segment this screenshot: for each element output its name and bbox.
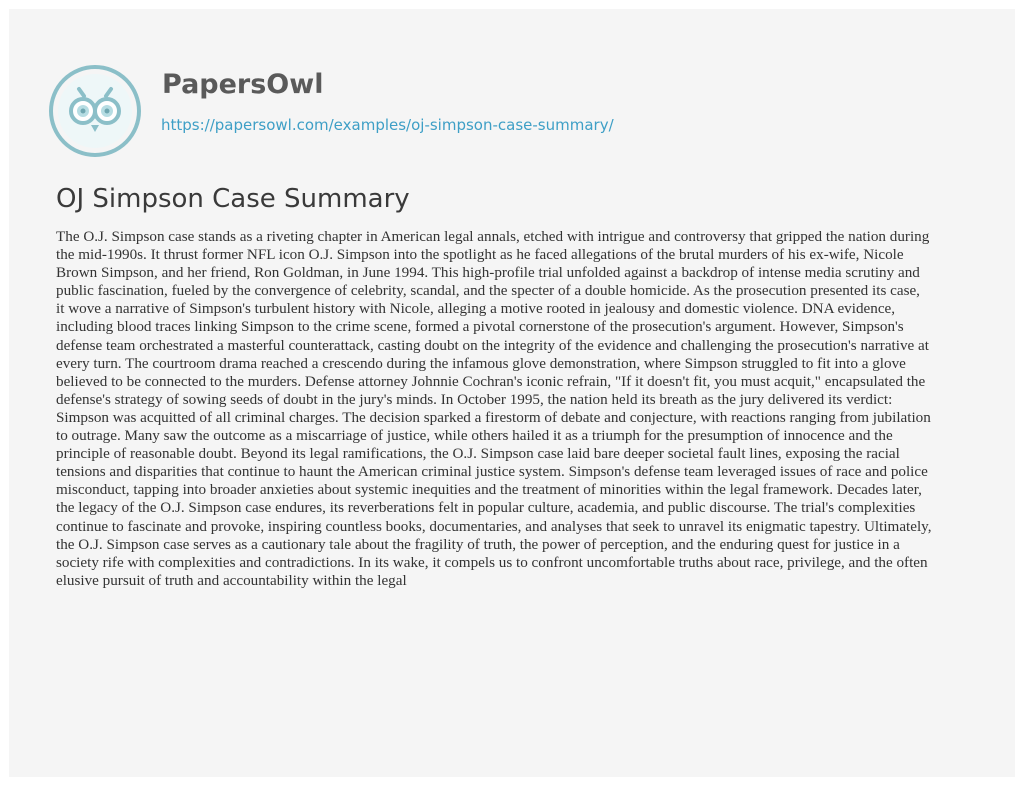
body-line: society rife with complexities and contradictions. In its wake, it compels us to confront uncomfortable truths about race, privilege, and the often [56, 553, 928, 571]
brand-name: PapersOwl [162, 69, 324, 100]
body-line: misconduct, tapping into broader anxieties about systemic inequities and the treatment of minorities within the legal framework. Decades later, [56, 481, 922, 499]
source-url-link[interactable]: https://papersowl.com/examples/oj-simpson-case-summary/ [161, 116, 614, 134]
body-line: it wove a narrative of Simpson's turbulent history with Nicole, alleging a motive rooted in jealousy and domestic violence. DNA evidence, [56, 300, 896, 318]
document-title: OJ Simpson Case Summary [56, 184, 410, 214]
body-line: continue to fascinate and provoke, inspiring countless books, documentaries, and analyses that seek to unravel its enigmatic tapestry. Ultimately, [56, 517, 932, 535]
body-line: believed to be connected to the murders. Defense attorney Johnnie Cochran's iconic refrain, "If it doesn't fit, you must acquit," encapsulated the [56, 372, 926, 390]
body-line: principle of reasonable doubt. Beyond its legal ramifications, the O.J. Simpson case laid bare deeper societal fault lines, exposing the racial [56, 445, 900, 463]
body-line: defense's strategy of sowing seeds of doubt in the jury's minds. In October 1995, the nation held its breath as the jury delivered its verdict: [56, 390, 893, 408]
body-line: tensions and disparities that continue to haunt the American criminal justice system. Simpson's defense team leveraged issues of race and police [56, 463, 928, 481]
body-line: elusive pursuit of truth and accountability within the legal [56, 571, 407, 589]
body-line: including blood traces linking Simpson to the crime scene, formed a pivotal cornerstone of the prosecution's argument. However, Simpson's [56, 318, 904, 336]
document-card [9, 9, 1015, 777]
body-line: public fascination, fueled by the convergence of celebrity, scandal, and the specter of a double homicide. As the prosecution presented its case, [56, 282, 920, 300]
document-body [56, 228, 986, 590]
body-line: defense team orchestrated a masterful counterattack, casting doubt on the integrity of the evidence and challenging the prosecution's narrative at [56, 336, 929, 354]
owl-logo-icon [49, 65, 141, 157]
body-line: to outrage. Many saw the outcome as a miscarriage of justice, while others hailed it as a triumph for the presumption of innocence and the [56, 427, 893, 445]
body-line: the mid-1990s. It thrust former NFL icon O.J. Simpson into the spotlight as he faced allegations of the brutal murders of his ex-wife, Nicole [56, 246, 904, 264]
body-line: Simpson was acquitted of all criminal charges. The decision sparked a firestorm of debate and conjecture, with reactions ranging from jubilation [56, 408, 931, 426]
body-line: The O.J. Simpson case stands as a riveting chapter in American legal annals, etched with intrigue and controversy that gripped the nation during [56, 228, 930, 245]
body-line: Brown Simpson, and her friend, Ron Goldman, in June 1994. This high-profile trial unfolded against a backdrop of intense media scrutiny and [56, 264, 920, 282]
body-line: the O.J. Simpson case serves as a cautionary tale about the fragility of truth, the power of perception, and the enduring quest for justice in a [56, 535, 900, 553]
body-line: the legacy of the O.J. Simpson case endures, its reverberations felt in popular culture, academia, and public discourse. The trial's complexities [56, 499, 916, 517]
body-line: every turn. The courtroom drama reached a crescendo during the infamous glove demonstration, where Simpson struggled to fit into a glove [56, 354, 906, 372]
